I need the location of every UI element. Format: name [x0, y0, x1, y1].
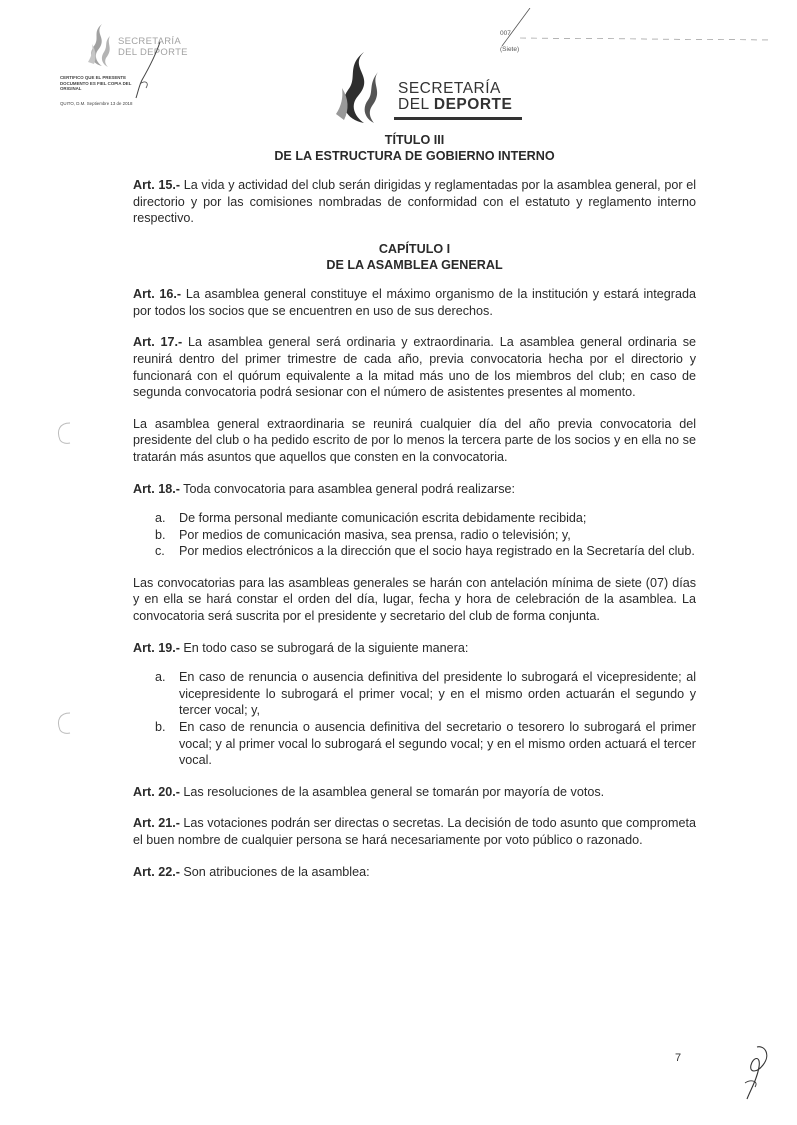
list-item-text: En caso de renuncia o ausencia definitiva del secretario o tesorero lo subrogará el primer vocal; y al primer vocal lo subrogará el segundo vocal; y en el mismo orden actuará el tercer vocal.	[179, 720, 696, 768]
title-heading	[133, 133, 696, 164]
article-17-paragraph-2: La asamblea general extraordinaria se reunirá cualquier día del año previa convocatoria del presidente del club o ha pedido escrito de por lo menos la tercera parte de los socios y en ella no se tratarán más asuntos que aquellos que consten en la convocatoria.	[133, 416, 696, 464]
article-label: Art. 19.-	[133, 640, 180, 655]
header-underline	[394, 117, 522, 120]
list-item-label: c.	[155, 544, 165, 559]
article-label: Art. 21.-	[133, 816, 180, 831]
article-text: La vida y actividad del club serán dirigidas y reglamentadas por la asamblea general, por el directorio y por las comisiones nombradas de conformidad con el estatuto y reglamento interno respectivo.	[133, 178, 697, 226]
list-item	[133, 669, 696, 719]
article-22	[133, 864, 696, 881]
list-item	[133, 543, 696, 560]
list-item-text: De forma personal mediante comunicación escrita debidamente recibida;	[179, 511, 587, 526]
article-18-paragraph-2: Las convocatorias para las asambleas generales se harán con antelación mínima de siete (07) días y en ella se hará constar el orden del día, lugar, fecha y hora de celebración de la asamblea. La convocatoria será suscrita por el presidente y secretario del club de forma conjunta.	[133, 575, 696, 624]
article-18-list	[133, 510, 696, 560]
article-text: Toda convocatoria para asamblea general podrá realizarse:	[179, 481, 515, 496]
margin-mark-icon	[52, 710, 74, 736]
signature-initials-icon	[735, 1043, 775, 1103]
article-label: Art. 20.-	[133, 784, 180, 799]
article-19-list	[133, 669, 696, 769]
list-item	[133, 527, 696, 544]
secretaria-flame-logo-icon	[330, 50, 392, 125]
chapter-line2: DE LA ASAMBLEA GENERAL	[326, 257, 503, 272]
article-text: Las votaciones podrán ser directas o secretas. La decisión de todo asunto que comprometa el buen nombre de cualquier persona se hará necesariamente por voto público o razonado.	[133, 816, 697, 847]
header-line2	[398, 96, 512, 114]
chapter-line1: CAPÍTULO I	[378, 241, 451, 256]
folio-line-icon	[480, 8, 780, 52]
article-label: Art. 22.-	[133, 864, 180, 879]
article-label: Art. 15.-	[133, 178, 181, 193]
list-item-text: Por medios electrónicos a la dirección que el socio haya registrado en la Secretaría del club.	[179, 544, 695, 559]
article-15	[133, 177, 696, 227]
stamp-certification	[60, 75, 170, 92]
folio-digits: 007	[500, 30, 511, 37]
list-item-label: b.	[155, 527, 166, 542]
list-item-label: a.	[155, 670, 166, 685]
chapter-heading	[133, 242, 696, 273]
list-item-label: b.	[155, 720, 166, 735]
header-line2-bold: DEPORTE	[433, 96, 513, 113]
header-logo	[330, 50, 530, 125]
page-number: 7	[675, 1052, 682, 1064]
folio-number	[480, 8, 780, 52]
list-item-label: a.	[155, 511, 166, 526]
article-19	[133, 640, 696, 657]
article-20	[133, 784, 696, 801]
folio-word: (Siete)	[500, 46, 520, 53]
article-text: La asamblea general constituye el máximo organismo de la institución y estará integrada por todos los socios que se encuentren en uso de sus derechos.	[133, 287, 696, 318]
list-item-text: En caso de renuncia o ausencia definitiva del presidente lo subrogará el vicepresidente; al vicepresidente lo subrogará el primer vocal; y en el mismo orden actuarán el segundo y tercer vocal; y,	[179, 670, 696, 718]
stamp-cert-line: CERTIFICO QUE EL PRESENTE	[60, 75, 127, 80]
list-item	[133, 510, 696, 527]
article-label: Art. 18.-	[133, 481, 180, 496]
flame-logo-icon	[84, 22, 118, 68]
stamp-cert-line: ORIGINAL	[60, 86, 82, 92]
stamp-name-line2: DEL DEPORTE	[118, 47, 188, 58]
article-17	[133, 334, 696, 400]
list-item-text: Por medios de comunicación masiva, sea prensa, radio o televisión; y,	[179, 527, 571, 542]
header-line1: SECRETARÍA	[398, 80, 501, 97]
document-body	[133, 133, 696, 880]
article-text: Las resoluciones de la asamblea general se tomarán por mayoría de votos.	[179, 784, 605, 799]
article-18	[133, 481, 696, 498]
article-16	[133, 286, 696, 319]
article-text: Son atribuciones de la asamblea:	[179, 864, 370, 879]
article-label: Art. 17.-	[133, 335, 183, 350]
article-text: En todo caso se subrogará de la siguiente manera:	[179, 640, 469, 655]
article-label: Art. 16.-	[133, 287, 182, 302]
title-line2: DE LA ESTRUCTURA DE GOBIERNO INTERNO	[274, 148, 555, 163]
stamp-cert-line: DOCUMENTO ES FIEL COPIA DEL	[60, 80, 132, 86]
stamp-date: QUITO, D.M. Septiembre 13 de 2018	[60, 101, 133, 106]
margin-mark-icon	[52, 420, 74, 446]
stamp-name-line1: SECRETARÍA	[118, 36, 182, 47]
article-21	[133, 815, 696, 848]
article-text: La asamblea general será ordinaria y extraordinaria. La asamblea general ordinaria se reunirá dentro del primer trimestre de cada año, previa convocatoria hecha por el directorio y funcionará con el quórum equivalente a la mitad más uno de los miembros del club; en caso de segunda convocatoria podrá sesionar con el número de asistentes presentes al momento.	[133, 335, 696, 400]
list-item	[133, 719, 696, 769]
title-line1: TÍTULO III	[384, 133, 445, 147]
header-line2-prefix: DEL	[398, 96, 434, 113]
